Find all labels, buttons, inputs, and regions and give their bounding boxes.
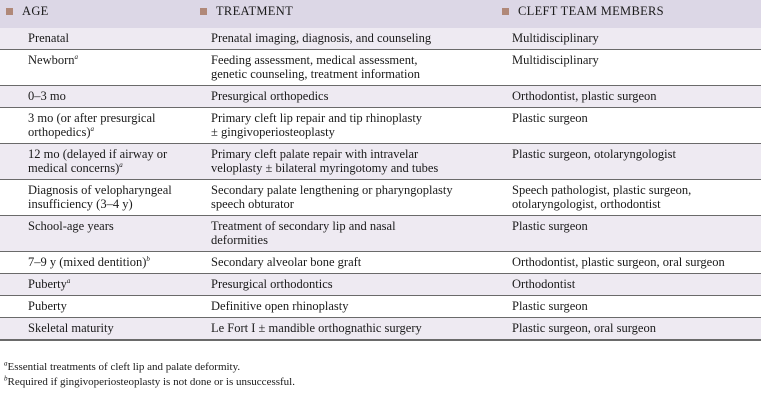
- cell-team: [502, 318, 761, 341]
- cell-team: [502, 28, 761, 50]
- cell-team: [502, 86, 761, 108]
- team-line: Multidisciplinary: [512, 31, 599, 45]
- age-line: 7–9 y (mixed dentition): [28, 255, 147, 269]
- cell-age: [0, 318, 200, 341]
- footnote-mark: a: [4, 359, 8, 368]
- cell-team: [502, 216, 761, 252]
- team-line: Orthodontist, plastic surgeon, oral surgeon: [512, 255, 725, 269]
- table-row: [0, 216, 761, 252]
- cell-age: [0, 252, 200, 274]
- treatment-line: Le Fort I ± mandible orthognathic surgery: [211, 321, 422, 335]
- cell-team: [502, 180, 761, 216]
- cell-team: [502, 296, 761, 318]
- footnote-a: [4, 361, 240, 374]
- cell-treatment: [200, 108, 502, 144]
- treatment-line: genetic counseling, treatment information: [211, 67, 420, 81]
- header-age: [0, 0, 200, 28]
- age-line: insufficiency (3–4 y): [28, 197, 133, 211]
- age-line: Newborn: [28, 53, 75, 67]
- footnote-text: Required if gingivoperiosteoplasty is not done or is unsuccessful.: [7, 376, 295, 388]
- treatment-line: Prenatal imaging, diagnosis, and counseling: [211, 31, 432, 45]
- cell-treatment: [200, 180, 502, 216]
- treatment-line: Feeding assessment, medical assessment,: [211, 53, 418, 67]
- footnote-mark: b: [4, 374, 8, 383]
- cell-age: [0, 180, 200, 216]
- treatment-line: Definitive open rhinoplasty: [211, 299, 349, 313]
- team-line: Plastic surgeon: [512, 219, 588, 233]
- footnote-ref: a: [74, 52, 79, 61]
- table-row: [0, 296, 761, 318]
- cell-treatment: [200, 296, 502, 318]
- age-line: 12 mo (delayed if airway or: [28, 147, 168, 161]
- table-row: [0, 318, 761, 341]
- cell-treatment: [200, 274, 502, 296]
- cell-age: [0, 274, 200, 296]
- cell-treatment: [200, 318, 502, 341]
- team-line: Plastic surgeon: [512, 299, 588, 313]
- team-line: Multidisciplinary: [512, 53, 599, 67]
- age-line: Prenatal: [28, 31, 69, 45]
- footnote-ref: b: [146, 254, 150, 263]
- cell-team: [502, 252, 761, 274]
- team-line: Plastic surgeon, otolaryngologist: [512, 147, 676, 161]
- table-header-row: [0, 0, 761, 28]
- footnote-b: [4, 376, 295, 389]
- cell-treatment: [200, 86, 502, 108]
- table-row: [0, 50, 761, 86]
- cell-age: [0, 296, 200, 318]
- team-line: Plastic surgeon, oral surgeon: [512, 321, 656, 335]
- team-line: otolaryngologist, orthodontist: [512, 197, 661, 211]
- age-line: Puberty: [28, 277, 67, 291]
- cell-treatment: [200, 252, 502, 274]
- age-line: School-age years: [28, 219, 114, 233]
- table-row: [0, 252, 761, 274]
- cell-team: [502, 144, 761, 180]
- header-treatment: [200, 0, 502, 28]
- cell-age: [0, 144, 200, 180]
- table-row: [0, 144, 761, 180]
- cell-age: [0, 216, 200, 252]
- team-line: Orthodontist, plastic surgeon: [512, 89, 657, 103]
- age-line: Skeletal maturity: [28, 321, 114, 335]
- treatment-line: Primary cleft palate repair with intravelar: [211, 147, 419, 161]
- team-line: Plastic surgeon: [512, 111, 588, 125]
- cell-treatment: [200, 144, 502, 180]
- team-line: Speech pathologist, plastic surgeon,: [512, 183, 692, 197]
- table-row: [0, 86, 761, 108]
- square-bullet-icon: [200, 8, 207, 15]
- treatment-line: Presurgical orthopedics: [211, 89, 329, 103]
- footnote-ref: a: [66, 276, 71, 285]
- header-team: [502, 0, 761, 28]
- team-line: Orthodontist: [512, 277, 576, 291]
- cell-team: [502, 108, 761, 144]
- age-line: Diagnosis of velopharyngeal: [28, 183, 172, 197]
- age-line: 0–3 mo: [28, 89, 66, 103]
- cell-treatment: [200, 50, 502, 86]
- header-team-label: CLEFT TEAM MEMBERS: [518, 4, 664, 18]
- treatment-line: ± gingivoperiosteoplasty: [211, 125, 335, 139]
- age-line: 3 mo (or after presurgical: [28, 111, 156, 125]
- table-row: [0, 108, 761, 144]
- cell-treatment: [200, 28, 502, 50]
- square-bullet-icon: [502, 8, 509, 15]
- cell-age: [0, 28, 200, 50]
- treatment-line: Secondary palate lengthening or pharyngoplasty: [211, 183, 453, 197]
- footnote-ref: a: [119, 160, 123, 169]
- treatment-line: veloplasty ± bilateral myringotomy and tubes: [211, 161, 439, 175]
- cell-age: [0, 50, 200, 86]
- age-line: medical concerns): [28, 161, 120, 175]
- table-row: [0, 274, 761, 296]
- treatment-line: speech obturator: [211, 197, 294, 211]
- footnote-ref: a: [90, 124, 94, 133]
- treatment-line: Treatment of secondary lip and nasal: [211, 219, 396, 233]
- table-body: [0, 28, 761, 340]
- footnote-text: Essential treatments of cleft lip and palate deformity.: [7, 361, 241, 373]
- treatment-line: deformities: [211, 233, 268, 247]
- treatment-line: Presurgical orthodontics: [211, 277, 333, 291]
- table-row: [0, 28, 761, 50]
- header-treatment-label: TREATMENT: [216, 4, 293, 18]
- cell-age: [0, 86, 200, 108]
- header-age-label: AGE: [22, 4, 49, 18]
- square-bullet-icon: [6, 8, 13, 15]
- age-line: orthopedics): [28, 125, 91, 139]
- cell-treatment: [200, 216, 502, 252]
- cell-age: [0, 108, 200, 144]
- table-row: [0, 180, 761, 216]
- age-line: Puberty: [28, 299, 67, 313]
- cell-team: [502, 50, 761, 86]
- treatment-line: Secondary alveolar bone graft: [211, 255, 362, 269]
- cell-team: [502, 274, 761, 296]
- treatment-line: Primary cleft lip repair and tip rhinoplasty: [211, 111, 423, 125]
